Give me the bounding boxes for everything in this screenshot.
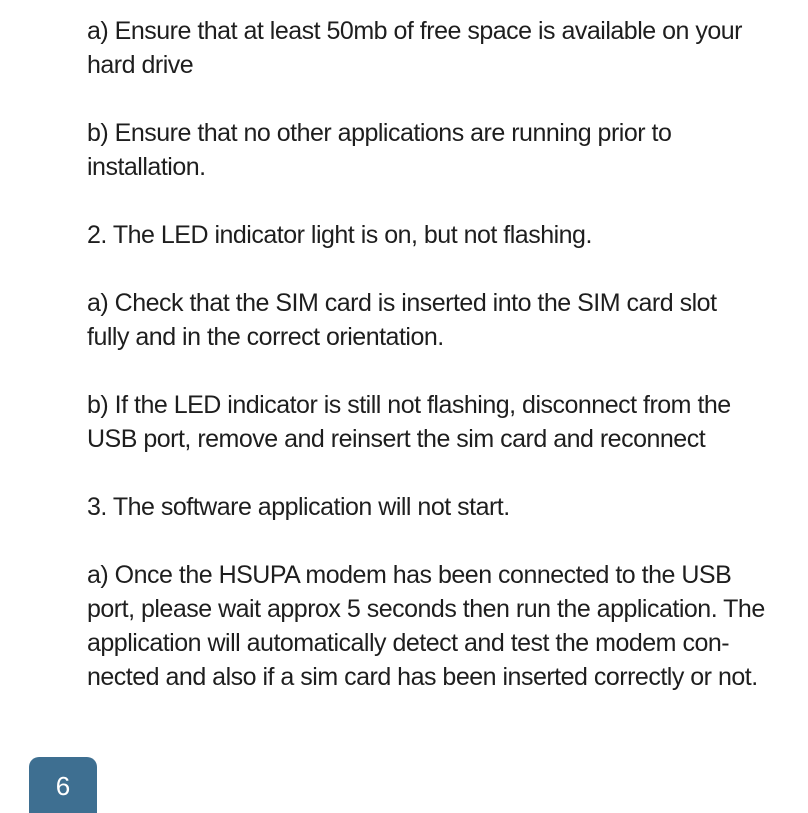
text-line: a) Once the HSUPA modem has been connected to the USB: [87, 561, 732, 589]
text-line: application will automatically detect and test the modem con-: [87, 629, 730, 657]
text-line: installation.: [87, 153, 206, 181]
paragraph-1b: [87, 116, 787, 184]
text-line: port, please wait approx 5 seconds then run the application. The: [87, 595, 765, 623]
paragraph-2b: [87, 388, 787, 456]
paragraph-1a: [87, 14, 787, 82]
text-line: nected and also if a sim card has been inserted correctly or not.: [87, 663, 758, 691]
text-line: b) Ensure that no other applications are running prior to: [87, 119, 672, 147]
text-line: USB port, remove and reinsert the sim card and reconnect: [87, 425, 706, 453]
text-line: b) If the LED indicator is still not flashing, disconnect from the: [87, 391, 731, 419]
page-number: 6: [55, 770, 71, 801]
text-line: a) Ensure that at least 50mb of free space is available on your: [87, 17, 742, 45]
paragraph-2a: [87, 286, 787, 354]
heading-item-2: [87, 218, 787, 252]
text-line: a) Check that the SIM card is inserted into the SIM card slot: [87, 289, 717, 317]
text-line: hard drive: [87, 51, 194, 79]
page-number-tab: [29, 757, 97, 813]
text-line: fully and in the correct orientation.: [87, 323, 444, 351]
text-line: 2. The LED indicator light is on, but not flashing.: [87, 221, 592, 249]
document-body: [87, 14, 787, 728]
heading-item-3: [87, 490, 787, 524]
paragraph-3a: [87, 558, 787, 694]
text-line: 3. The software application will not start.: [87, 493, 510, 521]
